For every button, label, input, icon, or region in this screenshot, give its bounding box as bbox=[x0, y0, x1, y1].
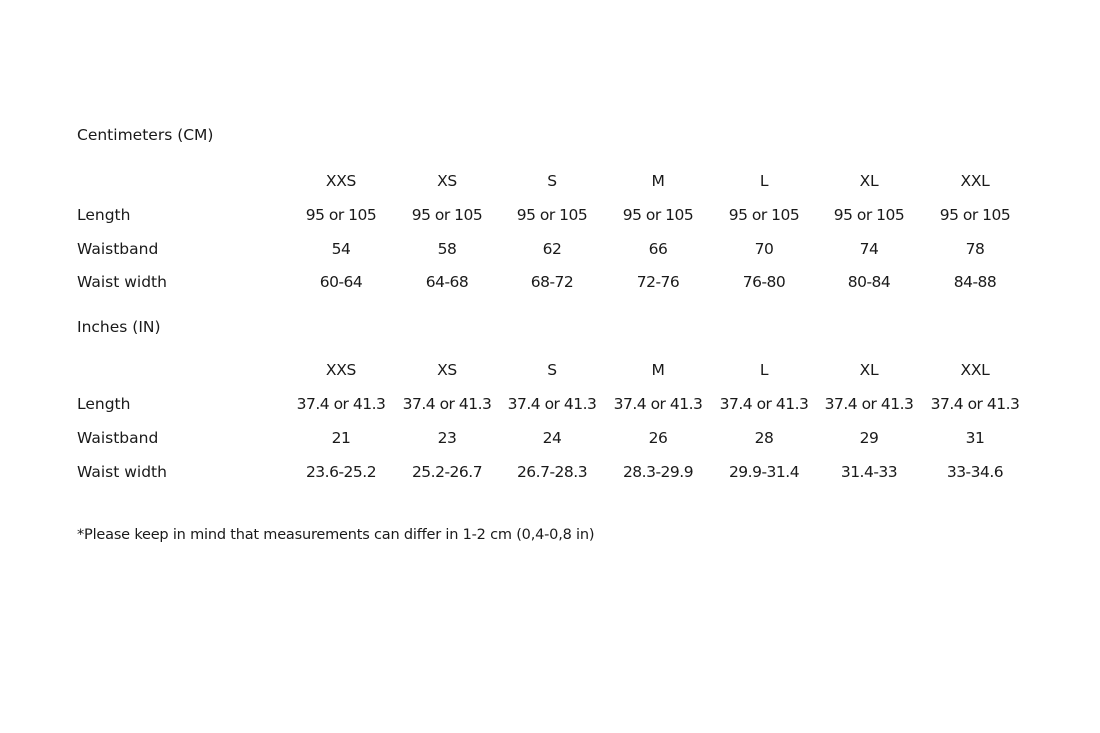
table-cell: 58 bbox=[437, 240, 457, 258]
table-cell: 95 or 105 bbox=[305, 206, 377, 224]
cm-header-row bbox=[0, 169, 1100, 193]
table-cell: 37.4 or 41.3 bbox=[296, 395, 386, 413]
table-cell: 54 bbox=[331, 240, 351, 258]
in-length-row bbox=[0, 392, 1100, 416]
table-cell: 28 bbox=[754, 429, 774, 447]
in-row-label: Waistband bbox=[77, 429, 159, 447]
table-cell: 37.4 or 41.3 bbox=[507, 395, 597, 413]
table-cell: 80-84 bbox=[847, 273, 891, 291]
in-size-header-xxl: XXL bbox=[960, 361, 990, 379]
table-cell: 23.6-25.2 bbox=[305, 463, 377, 481]
cm-size-header-xl: XL bbox=[859, 172, 879, 190]
cm-row-label: Waist width bbox=[77, 273, 167, 291]
table-cell: 95 or 105 bbox=[728, 206, 800, 224]
table-cell: 66 bbox=[648, 240, 668, 258]
table-cell: 37.4 or 41.3 bbox=[824, 395, 914, 413]
table-cell: 95 or 105 bbox=[516, 206, 588, 224]
in-row-label: Waist width bbox=[77, 463, 167, 481]
cm-row-label: Length bbox=[77, 206, 131, 224]
table-cell: 31.4-33 bbox=[840, 463, 898, 481]
table-cell: 28.3-29.9 bbox=[622, 463, 694, 481]
cm-section-title: Centimeters (CM) bbox=[77, 126, 214, 144]
table-cell: 25.2-26.7 bbox=[411, 463, 483, 481]
in-row-label: Length bbox=[77, 395, 131, 413]
in-size-header-l: L bbox=[759, 361, 769, 379]
table-cell: 74 bbox=[859, 240, 879, 258]
table-cell: 95 or 105 bbox=[622, 206, 694, 224]
table-cell: 37.4 or 41.3 bbox=[402, 395, 492, 413]
table-cell: 24 bbox=[542, 429, 562, 447]
cm-size-header-m: M bbox=[651, 172, 665, 190]
cm-row-label: Waistband bbox=[77, 240, 159, 258]
cm-waist-width-row bbox=[0, 270, 1100, 294]
table-cell: 95 or 105 bbox=[411, 206, 483, 224]
table-cell: 26 bbox=[648, 429, 668, 447]
cm-size-header-xs: XS bbox=[437, 172, 457, 190]
table-cell: 33-34.6 bbox=[946, 463, 1004, 481]
table-cell: 23 bbox=[437, 429, 457, 447]
in-header-row bbox=[0, 358, 1100, 382]
table-cell: 60-64 bbox=[319, 273, 363, 291]
cm-size-header-xxs: XXS bbox=[325, 172, 357, 190]
table-cell: 76-80 bbox=[742, 273, 786, 291]
in-size-header-xxs: XXS bbox=[325, 361, 357, 379]
measurement-note: *Please keep in mind that measurements can differ in 1-2 cm (0,4-0,8 in) bbox=[77, 527, 595, 543]
table-cell: 37.4 or 41.3 bbox=[613, 395, 703, 413]
cm-size-header-s: S bbox=[547, 172, 557, 190]
in-size-header-xl: XL bbox=[859, 361, 879, 379]
table-cell: 95 or 105 bbox=[939, 206, 1011, 224]
table-cell: 64-68 bbox=[425, 273, 469, 291]
table-cell: 37.4 or 41.3 bbox=[930, 395, 1020, 413]
table-cell: 37.4 or 41.3 bbox=[719, 395, 809, 413]
table-cell: 31 bbox=[965, 429, 985, 447]
in-size-header-s: S bbox=[547, 361, 557, 379]
in-section-title: Inches (IN) bbox=[77, 318, 161, 336]
table-cell: 29 bbox=[859, 429, 879, 447]
table-cell: 29.9-31.4 bbox=[728, 463, 800, 481]
table-cell: 78 bbox=[965, 240, 985, 258]
cm-size-header-l: L bbox=[759, 172, 769, 190]
table-cell: 95 or 105 bbox=[833, 206, 905, 224]
table-cell: 70 bbox=[754, 240, 774, 258]
table-cell: 68-72 bbox=[530, 273, 574, 291]
cm-length-row bbox=[0, 203, 1100, 227]
table-cell: 62 bbox=[542, 240, 562, 258]
in-size-header-xs: XS bbox=[437, 361, 457, 379]
cm-waistband-row bbox=[0, 237, 1100, 261]
cm-size-header-xxl: XXL bbox=[960, 172, 990, 190]
table-cell: 84-88 bbox=[953, 273, 997, 291]
table-cell: 26.7-28.3 bbox=[516, 463, 588, 481]
table-cell: 21 bbox=[331, 429, 351, 447]
table-cell: 72-76 bbox=[636, 273, 680, 291]
in-waist-width-row bbox=[0, 460, 1100, 484]
in-size-header-m: M bbox=[651, 361, 665, 379]
in-waistband-row bbox=[0, 426, 1100, 450]
